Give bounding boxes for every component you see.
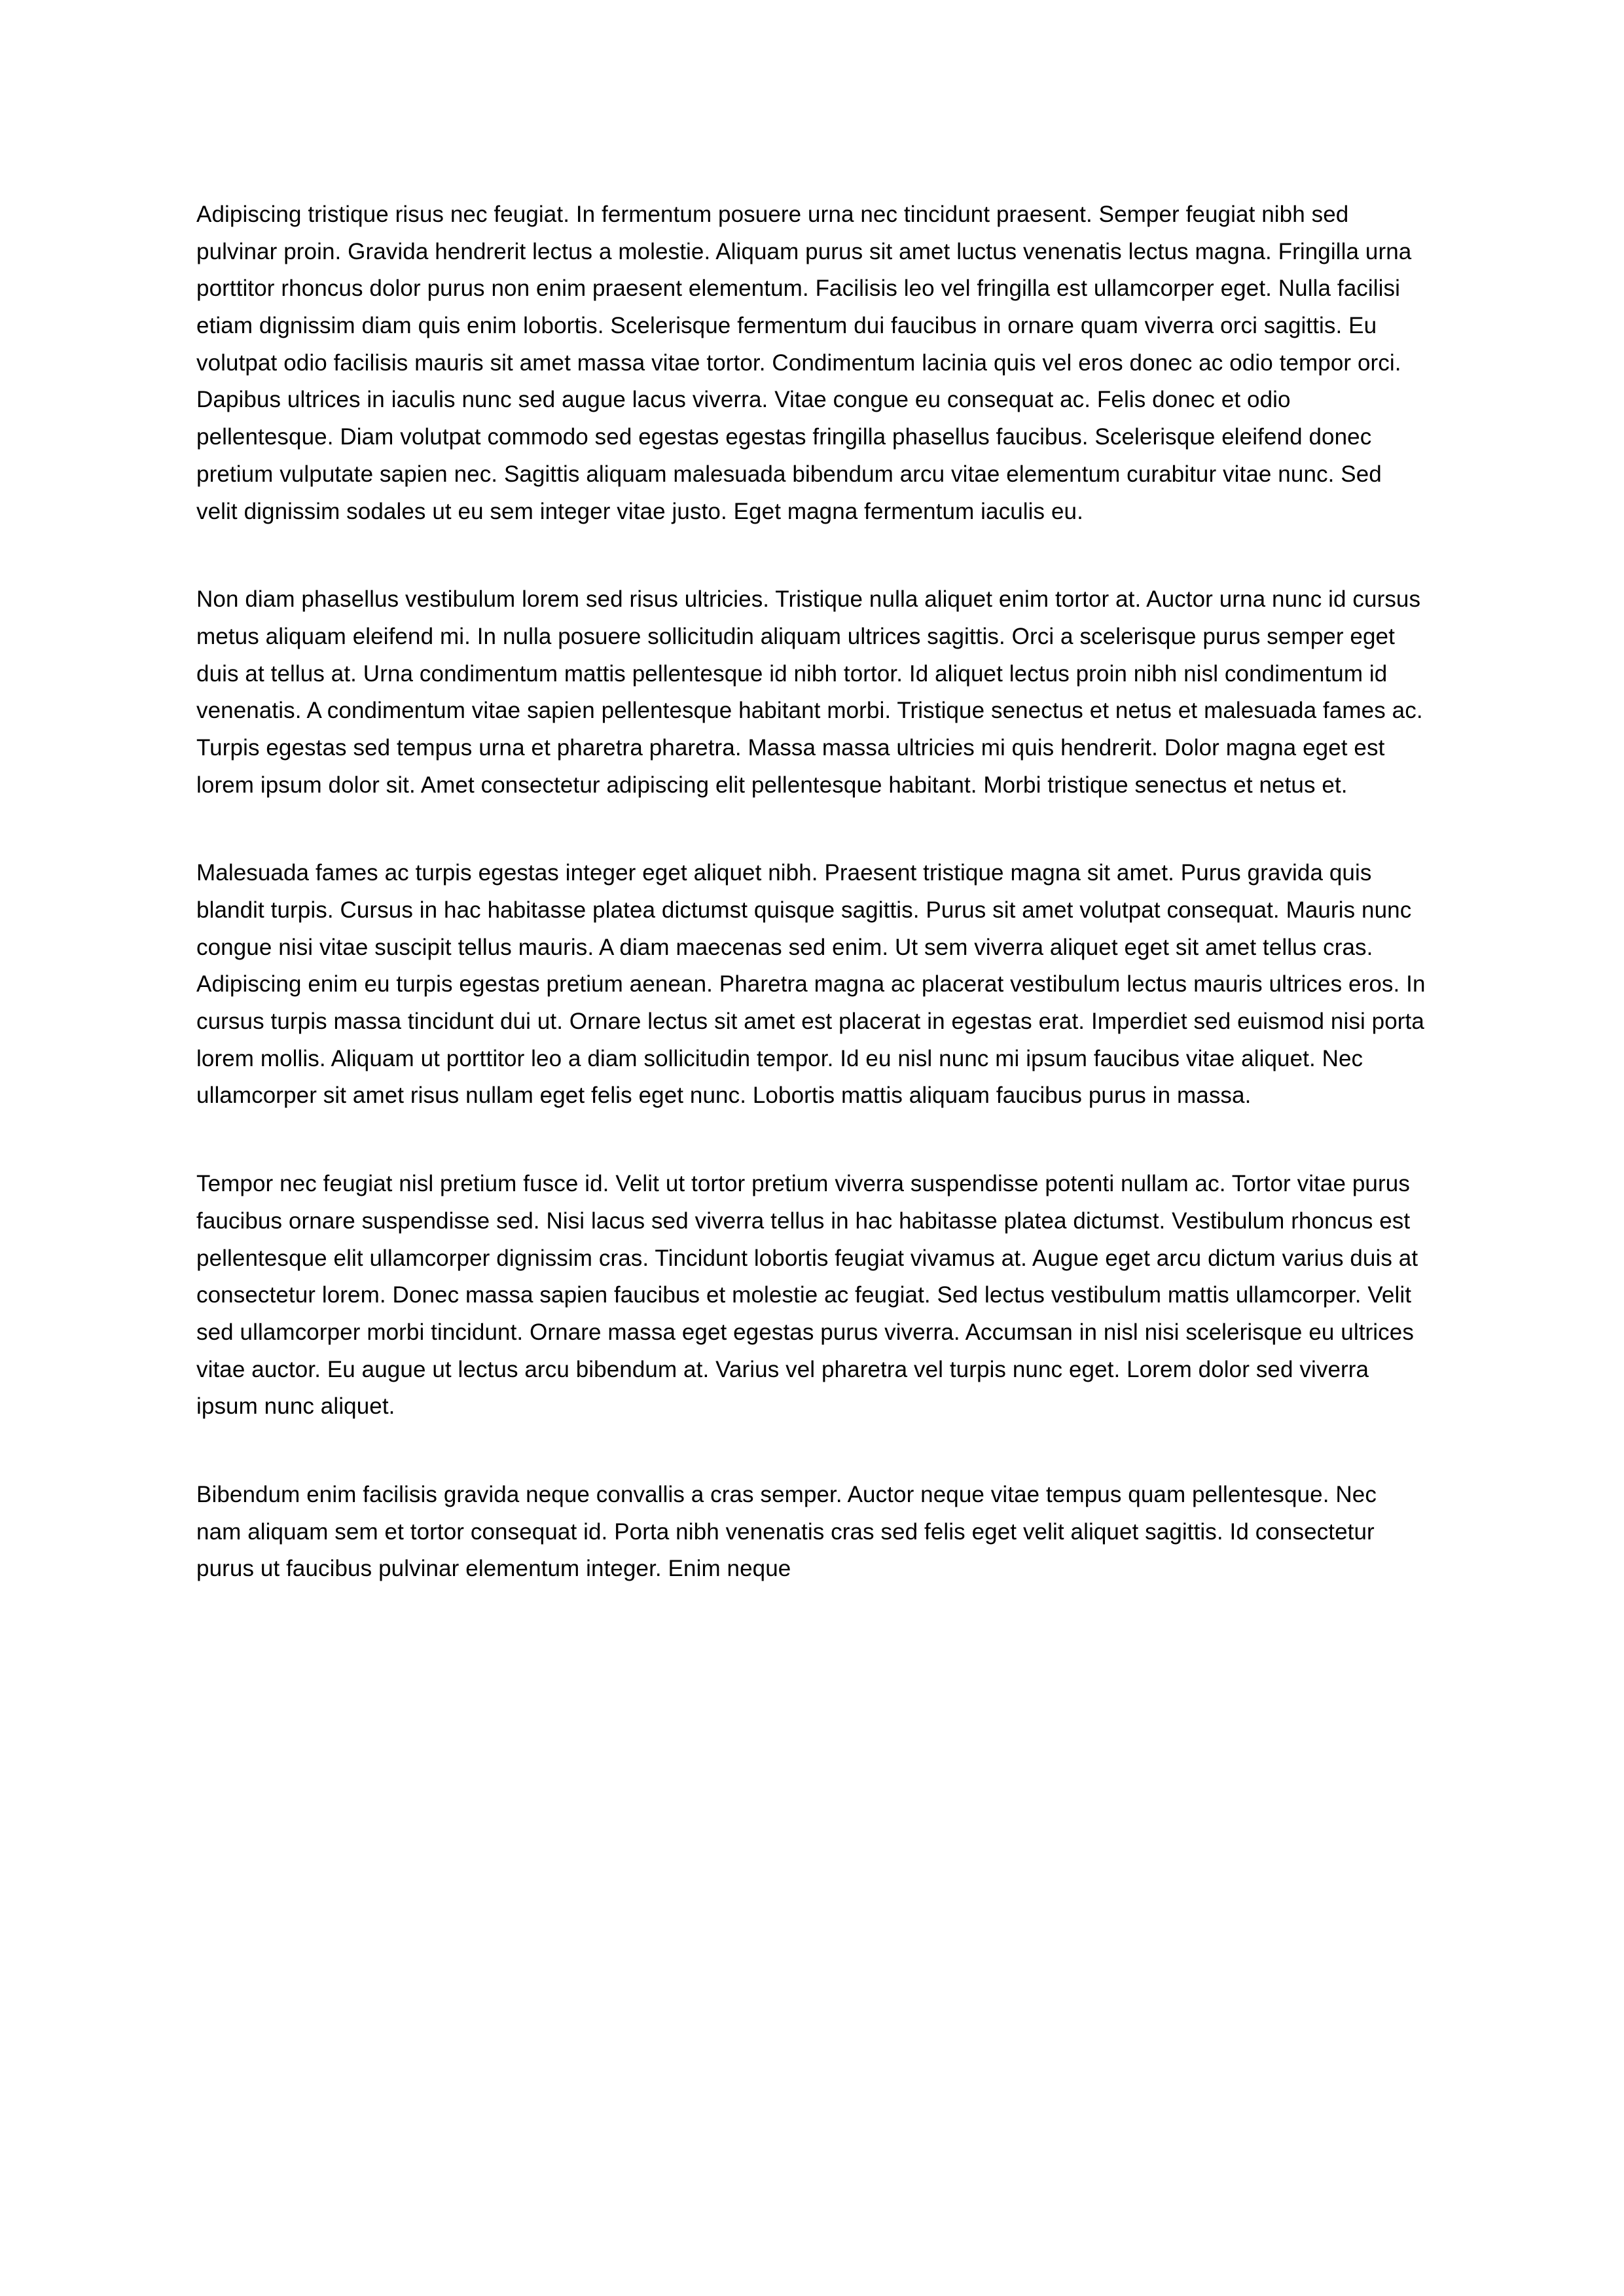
paragraph: Bibendum enim facilisis gravida neque convallis a cras semper. Auctor neque vitae tempus quam pellentesque. Nec nam aliquam sem et tortor consequat id. Porta nibh venenatis cras sed felis eget velit aliquet sagittis. Id consectetur purus ut faucibus pulvinar elementum integer. Enim neque xyxy=(196,1481,1377,1582)
paragraph: Malesuada fames ac turpis egestas integer eget aliquet nibh. Praesent tristique magna sit amet. Purus gravida quis blandit turpis. Cursus in hac habitasse platea dictumst quisque sagittis. Purus sit amet volutpat consequat. Mauris nunc congue nisi vitae suscipit tellus mauris. A diam maecenas sed enim. Ut sem viverra aliquet eget sit amet tellus cras. Adipiscing enim eu turpis egestas pretium aenean. Pharetra magna ac placerat vestibulum lectus mauris ultrices eros. In cursus turpis massa tincidunt dui ut. Ornare lectus sit amet est placerat in egestas erat. Imperdiet sed euismod nisi porta lorem mollis. Aliquam ut porttitor leo a diam sollicitudin tempor. Id eu nisl nunc mi ipsum faucibus vitae aliquet. Nec ullamcorper sit amet risus nullam eget felis eget nunc. Lobortis mattis aliquam faucibus purus in massa. xyxy=(196,860,1426,1109)
paragraph: Tempor nec feugiat nisl pretium fusce id. Velit ut tortor pretium viverra suspendisse potenti nullam ac. Tortor vitae purus faucibus ornare suspendisse sed. Nisi lacus sed viverra tellus in hac habitasse platea dictumst. Vestibulum rhoncus est pellentesque elit ullamcorper dignissim cras. Tincidunt lobortis feugiat vivamus at. Augue eget arcu dictum varius duis at consectetur lorem. Donec massa sapien faucibus et molestie ac feugiat. Sed lectus vestibulum mattis ullamcorper. Velit sed ullamcorper morbi tincidunt. Ornare massa eget egestas purus viverra. Accumsan in nisl nisi scelerisque eu ultrices vitae auctor. Eu augue ut lectus arcu bibendum at. Varius vel pharetra vel turpis nunc eget. Lorem dolor sed viverra ipsum nunc aliquet. xyxy=(196,1171,1418,1420)
document-body xyxy=(196,196,1427,1588)
paragraph: Non diam phasellus vestibulum lorem sed risus ultricies. Tristique nulla aliquet enim tortor at. Auctor urna nunc id cursus metus aliquam eleifend mi. In nulla posuere sollicitudin aliquam ultrices sagittis. Orci a scelerisque purus semper eget duis at tellus at. Urna condimentum mattis pellentesque id nibh tortor. Id aliquet lectus proin nibh nisl condimentum id venenatis. A condimentum vitae sapien pellentesque habitant morbi. Tristique senectus et netus et malesuada fames ac. Turpis egestas sed tempus urna et pharetra pharetra. Massa massa ultricies mi quis hendrerit. Dolor magna eget est lorem ipsum dolor sit. Amet consectetur adipiscing elit pellentesque habitant. Morbi tristique senectus et netus et. xyxy=(196,586,1423,798)
paragraph: Adipiscing tristique risus nec feugiat. In fermentum posuere urna nec tincidunt praesent. Semper feugiat nibh sed pulvinar proin. Gravida hendrerit lectus a molestie. Aliquam purus sit amet luctus venenatis lectus magna. Fringilla urna porttitor rhoncus dolor purus non enim praesent elementum. Facilisis leo vel fringilla est ullamcorper eget. Nulla facilisi etiam dignissim diam quis enim lobortis. Scelerisque fermentum dui faucibus in ornare quam viverra orci sagittis. Eu volutpat odio facilisis mauris sit amet massa vitae tortor. Condimentum lacinia quis vel eros donec ac odio tempor orci. Dapibus ultrices in iaculis nunc sed augue lacus viverra. Vitae congue eu consequat ac. Felis donec et odio pellentesque. Diam volutpat commodo sed egestas egestas fringilla phasellus faucibus. Scelerisque eleifend donec pretium vulputate sapien nec. Sagittis aliquam malesuada bibendum arcu vitae elementum curabitur vitae nunc. Sed velit dignissim sodales ut eu sem integer vitae justo. Eget magna fermentum iaculis eu. xyxy=(196,202,1412,524)
